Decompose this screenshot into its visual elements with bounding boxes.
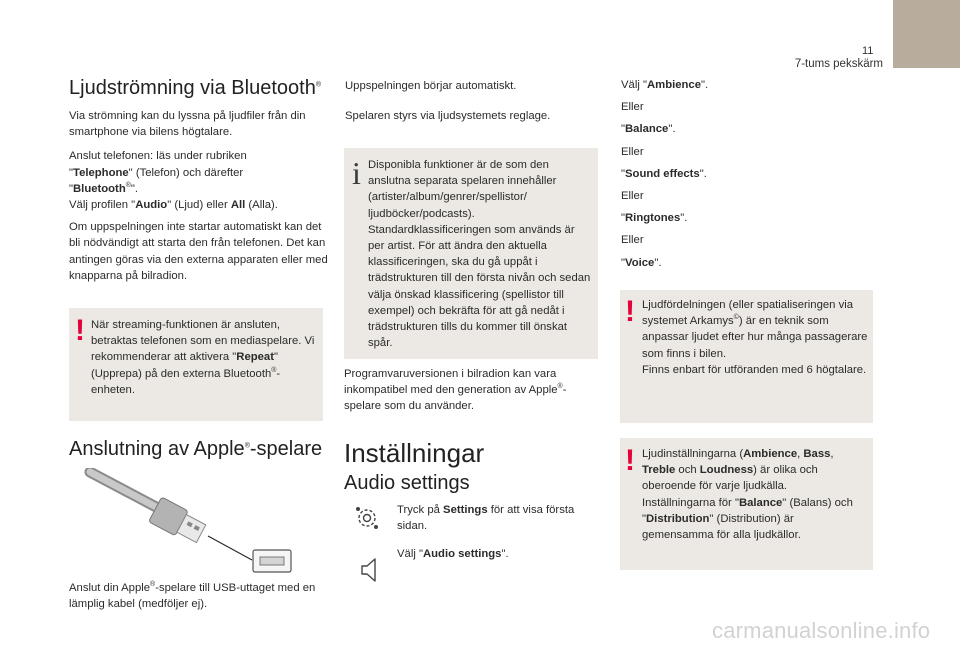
watermark: carmanualsonline.info (712, 618, 931, 643)
apple-heading: Anslutning av Apple®-spelare (69, 438, 323, 460)
or-1: Eller (621, 101, 644, 114)
settings-gear-icon (354, 505, 380, 531)
warning-icon: ! (75, 314, 85, 347)
or-3: Eller (621, 190, 644, 203)
usb-cable-illustration (80, 468, 300, 578)
streaming-warning-text: När streaming-funktionen är ansluten, betraktas telefonen som en mediaspelare. Vi rekommenderar att aktivera "Repeat" (Upprepa) på den externa Bluetooth®-enheten. (91, 319, 315, 396)
section-title: 7-tums pekskärm (794, 58, 883, 70)
controls-text: Spelaren styrs via ljudsystemets reglage. (345, 110, 551, 122)
incompatibility-text: Programvaruversionen i bilradion kan vara inkompatibel med den generation av Apple®-spelare som du använder. (344, 368, 567, 413)
info-text: Disponibla funktioner är de som den anslutna separata spelaren innehåller (artister/album/genrer/spellistor/ ljudböcker/podcasts). Standardklassificeringen som används är per artist. För att ändra den aktuella klassificeringen, ska du gå uppåt i trädstrukturen till den första nivån och sedan välja önskad klassificering (spellistor till exempel) och bekräfta för att gå nedåt i trädstrukturen tills du kommer till önskat spår. (368, 159, 591, 350)
page-number: 11 (862, 45, 874, 57)
choice-ringtones: "Ringtones". (621, 212, 688, 225)
chapter-tab (893, 0, 960, 68)
bluetooth-intro: Via strömning kan du lyssna på ljudfiler från din smartphone via bilens högtalare. (69, 110, 306, 139)
select-audio-settings-text: Välj "Audio settings". (397, 548, 509, 560)
choice-sound-effects: "Sound effects". (621, 167, 707, 180)
column-1 (69, 76, 329, 284)
info-box (344, 148, 598, 359)
distribution-warning-text: Ljudfördelningen (eller spatialiseringen via systemet Arkamys©) är en teknik som anpassar ljudet efter hur många passagerare som finns i bilen. Finns enbart för utföranden med 6 högtalare. (642, 299, 868, 376)
or-2: Eller (621, 145, 644, 158)
choice-list (621, 77, 871, 271)
choice-ambience: Välj "Ambience". (621, 79, 709, 91)
audio-settings-heading: Audio settings (344, 472, 470, 494)
warning-icon: ! (625, 295, 635, 328)
bluetooth-heading: Ljudströmning via Bluetooth® (69, 77, 321, 99)
press-settings-text: Tryck på Settings för att visa första sidan. (397, 504, 575, 533)
apple-connect-text: Anslut din Apple®-spelare till USB-uttaget med en lämplig kabel (medföljer ej). (69, 581, 316, 611)
warning-icon: ! (625, 444, 635, 477)
auto-play-text: Uppspelningen börjar automatiskt. (345, 80, 517, 92)
or-4: Eller (621, 234, 644, 247)
speaker-icon (360, 556, 380, 584)
choice-balance: "Balance". (621, 123, 676, 136)
connect-instructions: Anslut telefonen: läs under rubriken "Telephone" (Telefon) och därefter "Bluetooth®". Välj profilen "Audio" (Ljud) eller All (Alla). (69, 150, 278, 212)
choice-voice: "Voice". (621, 256, 662, 269)
settings-heading: Inställningar (344, 438, 485, 468)
info-icon: i (352, 155, 361, 191)
sound-settings-warning-text: Ljudinställningarna (Ambience, Bass, Treble och Loudness) är olika och oberoende för varje ljudkälla. Inställningarna för "Balance" (Balans) och "Distribution" (Distribution) är gemensamma för alla ljudkällor. (642, 448, 853, 542)
auto-start-note: Om uppspelningen inte startar automatiskt kan det bli nödvändigt att starta den från telefonen. Det kan antingen göras via den externa apparaten eller med knapparna på bilradion. (69, 221, 328, 282)
streaming-warning-box (69, 308, 323, 421)
distribution-warning-box (620, 290, 873, 423)
sound-settings-warning-box (620, 438, 873, 570)
